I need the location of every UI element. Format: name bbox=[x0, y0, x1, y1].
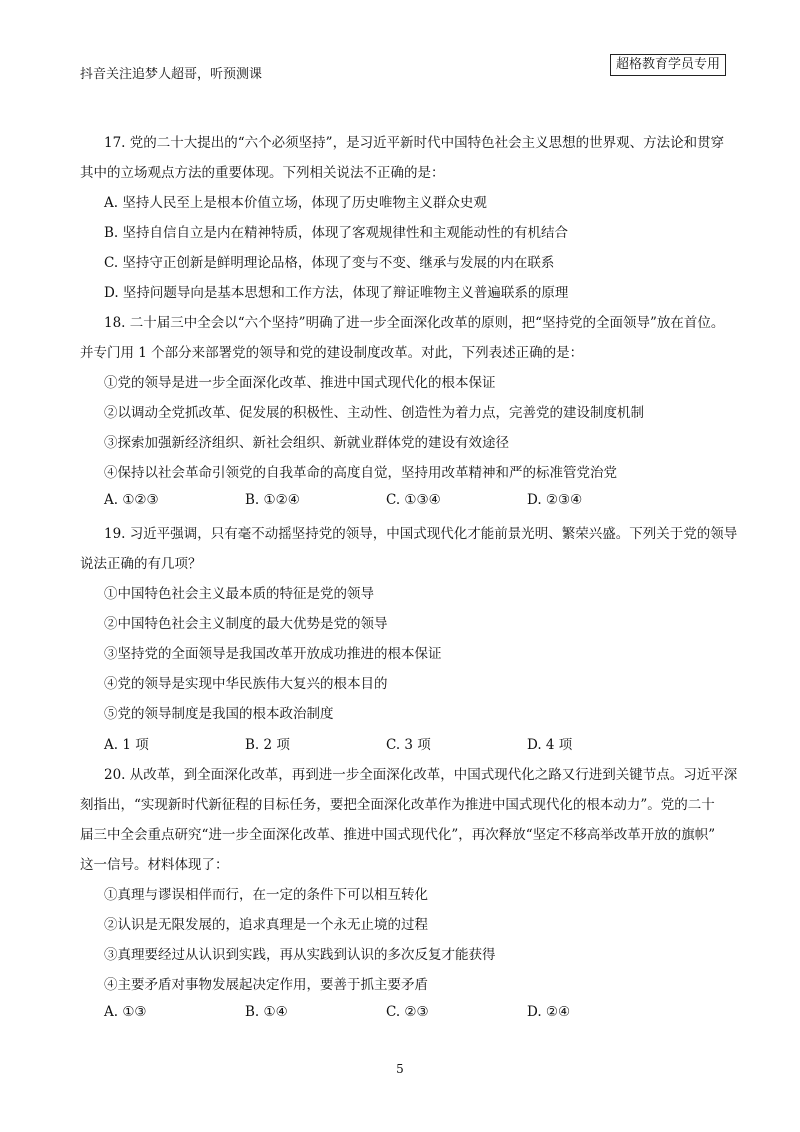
q17-option-b: B. 坚持自信自立是内在精神特质，体现了客观规律性和主观能动性的有机结合 bbox=[104, 225, 569, 241]
q18-item-4: ④保持以社会革命引领党的自我革命的高度自觉，坚持用改革精神和严的标准管党治党 bbox=[104, 465, 617, 481]
q19-stem-line2: 说法正确的有几项？ bbox=[80, 556, 202, 572]
q20-item-3: ③真理要经过从认识到实践，再从实践到认识的多次反复才能获得 bbox=[104, 947, 496, 963]
q19-choices bbox=[104, 733, 704, 753]
q18-stem-line2: 并专门用 1 个部分来部署党的领导和党的建设制度改革。对此，下列表述正确的是： bbox=[80, 345, 584, 361]
q20-choice-b: B. ①④ bbox=[245, 1004, 288, 1020]
q20-item-2: ②认识是无限发展的，追求真理是一个永无止境的过程 bbox=[104, 917, 428, 933]
q18-choice-c: C. ①③④ bbox=[386, 492, 441, 508]
q20-stem-line3: 届三中全会重点研究“进一步全面深化改革、推进中国式现代化”，再次释放“坚定不移高举改革开放的旗帜” bbox=[80, 827, 716, 843]
q17-option-a: A. 坚持人民至上是根本价值立场，体现了历史唯物主义群众史观 bbox=[104, 195, 487, 211]
q19-item-5: ⑤党的领导制度是我国的根本政治制度 bbox=[104, 706, 334, 722]
header-left-text: 抖音关注追梦人超哥，听预测课 bbox=[80, 67, 263, 82]
page-number: 5 bbox=[396, 1062, 404, 1076]
q20-choices bbox=[104, 1004, 704, 1020]
q18-choice-a: A. ①②③ bbox=[104, 492, 159, 508]
q17-option-c: C. 坚持守正创新是鲜明理论品格，体现了变与不变、继承与发展的内在联系 bbox=[104, 255, 555, 271]
q18-stem-line1: 18. 二十届三中全会以“六个坚持”明确了进一步全面深化改革的原则，把“坚持党的全面领导”放在首位。 bbox=[104, 315, 725, 331]
q19-item-4: ④党的领导是实现中华民族伟大复兴的根本目的 bbox=[104, 676, 388, 692]
q20-stem-line2: 刻指出，“实现新时代新征程的目标任务，要把全面深化改革作为推进中国式现代化的根本动力”。党的二十 bbox=[80, 797, 715, 813]
q20-stem-line1: 20. 从改革，到全面深化改革，再到进一步全面深化改革，中国式现代化之路又行进到关键节点。习近平深 bbox=[104, 767, 738, 783]
q19-choice-b: B. 2 项 bbox=[245, 737, 290, 753]
q18-item-3: ③探索加强新经济组织、新社会组织、新就业群体党的建设有效途径 bbox=[104, 435, 509, 451]
q19-choice-c: C. 3 项 bbox=[386, 737, 431, 753]
q19-item-2: ②中国特色社会主义制度的最大优势是党的领导 bbox=[104, 616, 388, 632]
q20-choice-d: D. ②④ bbox=[527, 1004, 571, 1020]
q18-choice-d: D. ②③④ bbox=[527, 492, 583, 508]
q20-stem-line4: 这一信号。材料体现了： bbox=[80, 857, 229, 873]
q20-item-4: ④主要矛盾对事物发展起决定作用，要善于抓主要矛盾 bbox=[104, 977, 428, 993]
q17-stem-line1: 17. 党的二十大提出的“六个必须坚持”，是习近平新时代中国特色社会主义思想的世界观、方法论和贯穿 bbox=[104, 135, 725, 151]
q20-choice-a: A. ①③ bbox=[104, 1004, 147, 1020]
q19-choice-a: A. 1 项 bbox=[104, 737, 149, 753]
q18-item-1: ①党的领导是进一步全面深化改革、推进中国式现代化的根本保证 bbox=[104, 375, 496, 391]
q18-choices bbox=[104, 492, 704, 508]
q17-stem-line2: 其中的立场观点方法的重要体现。下列相关说法不正确的是： bbox=[80, 165, 445, 181]
q18-item-2: ②以调动全党抓改革、促发展的积极性、主动性、创造性为着力点，完善党的建设制度机制 bbox=[104, 405, 644, 421]
q19-item-3: ③坚持党的全面领导是我国改革开放成功推进的根本保证 bbox=[104, 646, 442, 662]
q20-item-1: ①真理与谬误相伴而行，在一定的条件下可以相互转化 bbox=[104, 887, 428, 903]
q18-choice-b: B. ①②④ bbox=[245, 492, 300, 508]
q17-option-d: D. 坚持问题导向是基本思想和工作方法，体现了辩证唯物主义普遍联系的原理 bbox=[104, 285, 569, 301]
q19-item-1: ①中国特色社会主义最本质的特征是党的领导 bbox=[104, 586, 374, 602]
q20-choice-c: C. ②③ bbox=[386, 1004, 429, 1020]
q19-stem-line1: 19. 习近平强调，只有毫不动摇坚持党的领导，中国式现代化才能前景光明、繁荣兴盛。下列关于党的领导 bbox=[104, 526, 738, 542]
header-badge: 超格教育学员专用 bbox=[610, 54, 726, 76]
q19-choice-d: D. 4 项 bbox=[527, 737, 573, 753]
